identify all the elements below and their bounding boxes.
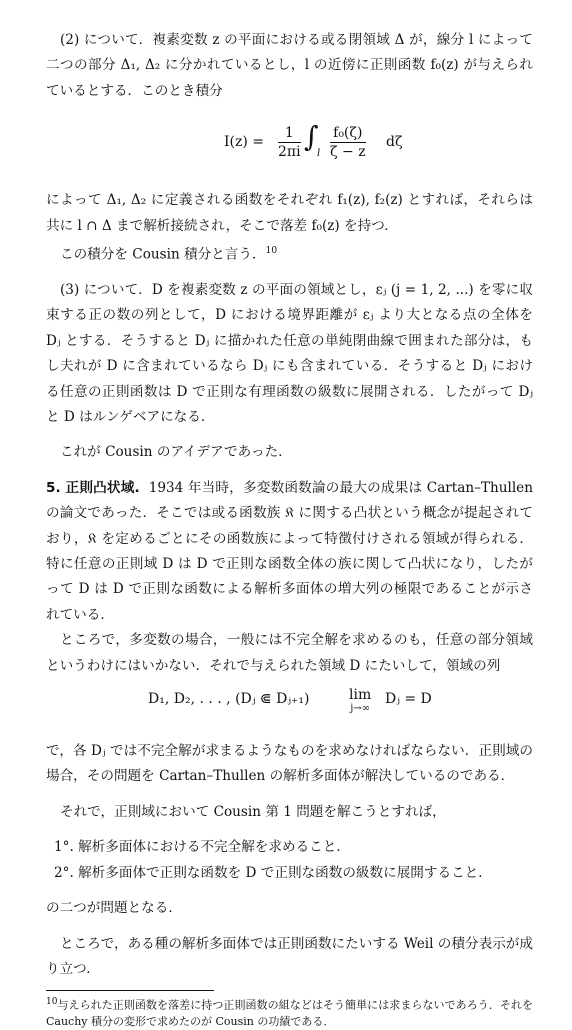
integral-sign: ∫ bbox=[304, 120, 319, 154]
paragraph-cousin-idea: これが Cousin のアイデアであった． bbox=[60, 444, 292, 461]
paragraph-cousin-3: (3) について．D を複素変数 z の平面の領域とし，εⱼ (j = 1, 2, ...) を零に収束する正の数の列として，D における境界距離が εⱼ より大となる点の全体を Dⱼ とする．そうすると Dⱼ に描かれた任意の単純閉曲線で囲まれた部分は，もし夫れが D に含まれているなら Dⱼ にも含まれている．そうすると Dⱼ における任意の正則函数は D で正則な有理函数の級数に展開される．したがって Dⱼ と D はルンゲベアになる． bbox=[46, 281, 533, 425]
equation-cousin-integral bbox=[46, 104, 533, 188]
footnote-divider bbox=[46, 990, 214, 991]
fraction-numerator: 1 bbox=[278, 124, 301, 143]
limit-rhs: Dⱼ = D bbox=[385, 691, 432, 708]
integrand-numerator: f₀(ζ) bbox=[330, 124, 366, 143]
limit-operator bbox=[349, 687, 371, 715]
differential: dζ bbox=[386, 134, 403, 151]
list-item: 1°. 解析多面体における不完全解を求めること． bbox=[54, 839, 350, 856]
limit-text: lim bbox=[349, 687, 372, 704]
integrand-denominator: ζ − z bbox=[330, 144, 366, 161]
footnote-ref: 10 bbox=[265, 246, 278, 257]
paragraph-cartan-thullen: で，各 Dⱼ では不完全解が求まるようなものを求めなければならない．正則域の場合，その問題を Cartan–Thullen の解析多面体が解決しているのである． bbox=[46, 743, 533, 785]
paragraph-section-5 bbox=[46, 476, 533, 628]
problem-list bbox=[46, 835, 533, 886]
footnote-text: 与えられた正則函数を落差に持つ正則函数の組などはそう簡単には求まらないであろう．それを Cauchy 積分の変形で求めたのが Cousin の功績である． bbox=[46, 998, 533, 1028]
integral-subscript: l bbox=[317, 148, 321, 160]
fraction-denominator: 2πi bbox=[278, 144, 301, 161]
paragraph-cousin-2: (2) について．複素変数 z の平面における或る閉領域 Δ が，線分 l によって二つの部分 Δ₁, Δ₂ に分かれているとし，l の近傍に正則函数 f₀(z) が与えられているとする．このとき積分 bbox=[46, 32, 533, 99]
limit-subscript: j→∞ bbox=[350, 703, 371, 715]
equation-domain-sequence bbox=[46, 679, 533, 739]
equation-lhs: I(z) = bbox=[224, 134, 265, 151]
section-title: 5. 正則凸状域. bbox=[46, 479, 140, 496]
paragraph-two-problems: の二つが問題となる． bbox=[46, 900, 182, 917]
paragraph-incomplete-solution: ところで，多変数の場合，一般には不完全解を求めるのも，任意の部分領域というわけにはいかない．それで与えられた領域 D にたいして，領域の列 bbox=[46, 632, 533, 674]
domain-sequence: D₁, D₂, . . . , (Dⱼ ⋐ Dⱼ₊₁) bbox=[148, 691, 310, 708]
paragraph-weil: ところで，ある種の解析多面体では正則函数にたいする Weil の積分表示が成り立つ． bbox=[46, 935, 533, 977]
fraction-integrand bbox=[330, 124, 366, 161]
paragraph-analytic-continuation: によって Δ₁, Δ₂ に定義される函数をそれぞれ f₁(z), f₂(z) とすれば，それらは共に l ∩ Δ まで解析接続され，そこで落差 f₀(z) を持つ． bbox=[46, 192, 533, 234]
footnote-number: 10 bbox=[46, 997, 58, 1008]
page-body bbox=[46, 28, 533, 1030]
fraction-coefficient bbox=[278, 124, 301, 161]
footnote bbox=[46, 994, 533, 1030]
section-5-text: 1934 年当時，多変数函数論の最大の成果は Cartan–Thullen の論文であった．そこでは或る函数族 𝔎 に関する凸状という概念が提起されており，𝔎 を定めるごとにその函数族によって特徴付けされる領域が得られる．特に任意の正則域 D は D で正則な函数全体の族に関して凸状になり，したがって D は D で正則な函数による解析多面体の増大列の極限であることが示されている． bbox=[46, 479, 533, 623]
list-item: 2°. 解析多面体で正則な函数を D で正則な函数の級数に展開すること． bbox=[54, 864, 492, 881]
paragraph-cousin-problem: それで，正則域において Cousin 第 1 問題を解こうとすれば， bbox=[60, 803, 446, 820]
paragraph-cousin-integral bbox=[46, 239, 533, 268]
cousin-integral-text: この積分を Cousin 積分と言う． bbox=[60, 246, 266, 263]
